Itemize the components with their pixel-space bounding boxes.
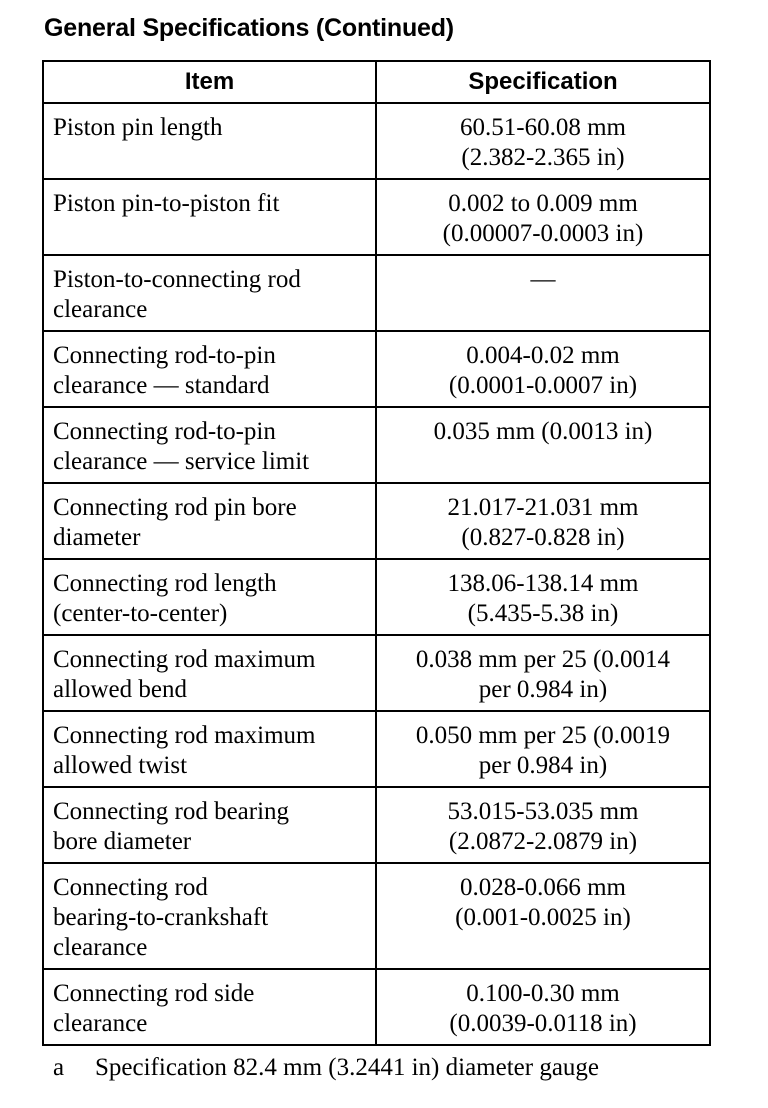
table-row bbox=[43, 635, 710, 711]
item-cell: Connecting rod-to-pin clearance — standard bbox=[43, 331, 376, 407]
specification-cell: 53.015-53.035 mm (2.0872-2.0879 in) bbox=[376, 787, 710, 863]
table-header-row bbox=[43, 61, 710, 103]
item-cell: Connecting rod bearing-to-crankshaft clearance bbox=[43, 863, 376, 969]
table-row bbox=[43, 787, 710, 863]
footnote bbox=[53, 1054, 599, 1082]
specification-cell: 0.004-0.02 mm (0.0001-0.0007 in) bbox=[376, 331, 710, 407]
item-cell: Connecting rod maximum allowed twist bbox=[43, 711, 376, 787]
specification-cell: 0.100-0.30 mm (0.0039-0.0118 in) bbox=[376, 969, 710, 1045]
table-row bbox=[43, 407, 710, 483]
footnote-marker: a bbox=[53, 1054, 65, 1081]
item-cell: Piston pin-to-piston fit bbox=[43, 179, 376, 255]
table-row bbox=[43, 863, 710, 969]
specification-cell: 0.035 mm (0.0013 in) bbox=[376, 407, 710, 483]
item-cell: Connecting rod length (center-to-center) bbox=[43, 559, 376, 635]
footnote-text: Specification 82.4 mm (3.2441 in) diameter gauge bbox=[95, 1054, 600, 1081]
specifications-table bbox=[42, 60, 711, 1046]
table-row bbox=[43, 255, 710, 331]
column-header-specification: Specification bbox=[376, 61, 710, 103]
item-cell: Connecting rod-to-pin clearance — service limit bbox=[43, 407, 376, 483]
specification-cell: 138.06-138.14 mm (5.435-5.38 in) bbox=[376, 559, 710, 635]
specification-cell: 60.51-60.08 mm (2.382-2.365 in) bbox=[376, 103, 710, 179]
specification-cell: 21.017-21.031 mm (0.827-0.828 in) bbox=[376, 483, 710, 559]
item-cell: Piston pin length bbox=[43, 103, 376, 179]
table-row bbox=[43, 331, 710, 407]
table-row bbox=[43, 103, 710, 179]
specification-cell: 0.002 to 0.009 mm (0.00007-0.0003 in) bbox=[376, 179, 710, 255]
item-cell: Connecting rod side clearance bbox=[43, 969, 376, 1045]
specification-cell: 0.038 mm per 25 (0.0014 per 0.984 in) bbox=[376, 635, 710, 711]
specification-cell: — bbox=[376, 255, 710, 331]
column-header-item: Item bbox=[43, 61, 376, 103]
item-cell: Connecting rod pin bore diameter bbox=[43, 483, 376, 559]
table-row bbox=[43, 711, 710, 787]
table-row bbox=[43, 179, 710, 255]
item-cell: Connecting rod bearing bore diameter bbox=[43, 787, 376, 863]
specification-cell: 0.050 mm per 25 (0.0019 per 0.984 in) bbox=[376, 711, 710, 787]
table-row bbox=[43, 559, 710, 635]
table-row bbox=[43, 969, 710, 1045]
table-row bbox=[43, 483, 710, 559]
specification-cell: 0.028-0.066 mm (0.001-0.0025 in) bbox=[376, 863, 710, 969]
item-cell: Piston-to-connecting rod clearance bbox=[43, 255, 376, 331]
page-title: General Specifications (Continued) bbox=[44, 14, 454, 42]
item-cell: Connecting rod maximum allowed bend bbox=[43, 635, 376, 711]
